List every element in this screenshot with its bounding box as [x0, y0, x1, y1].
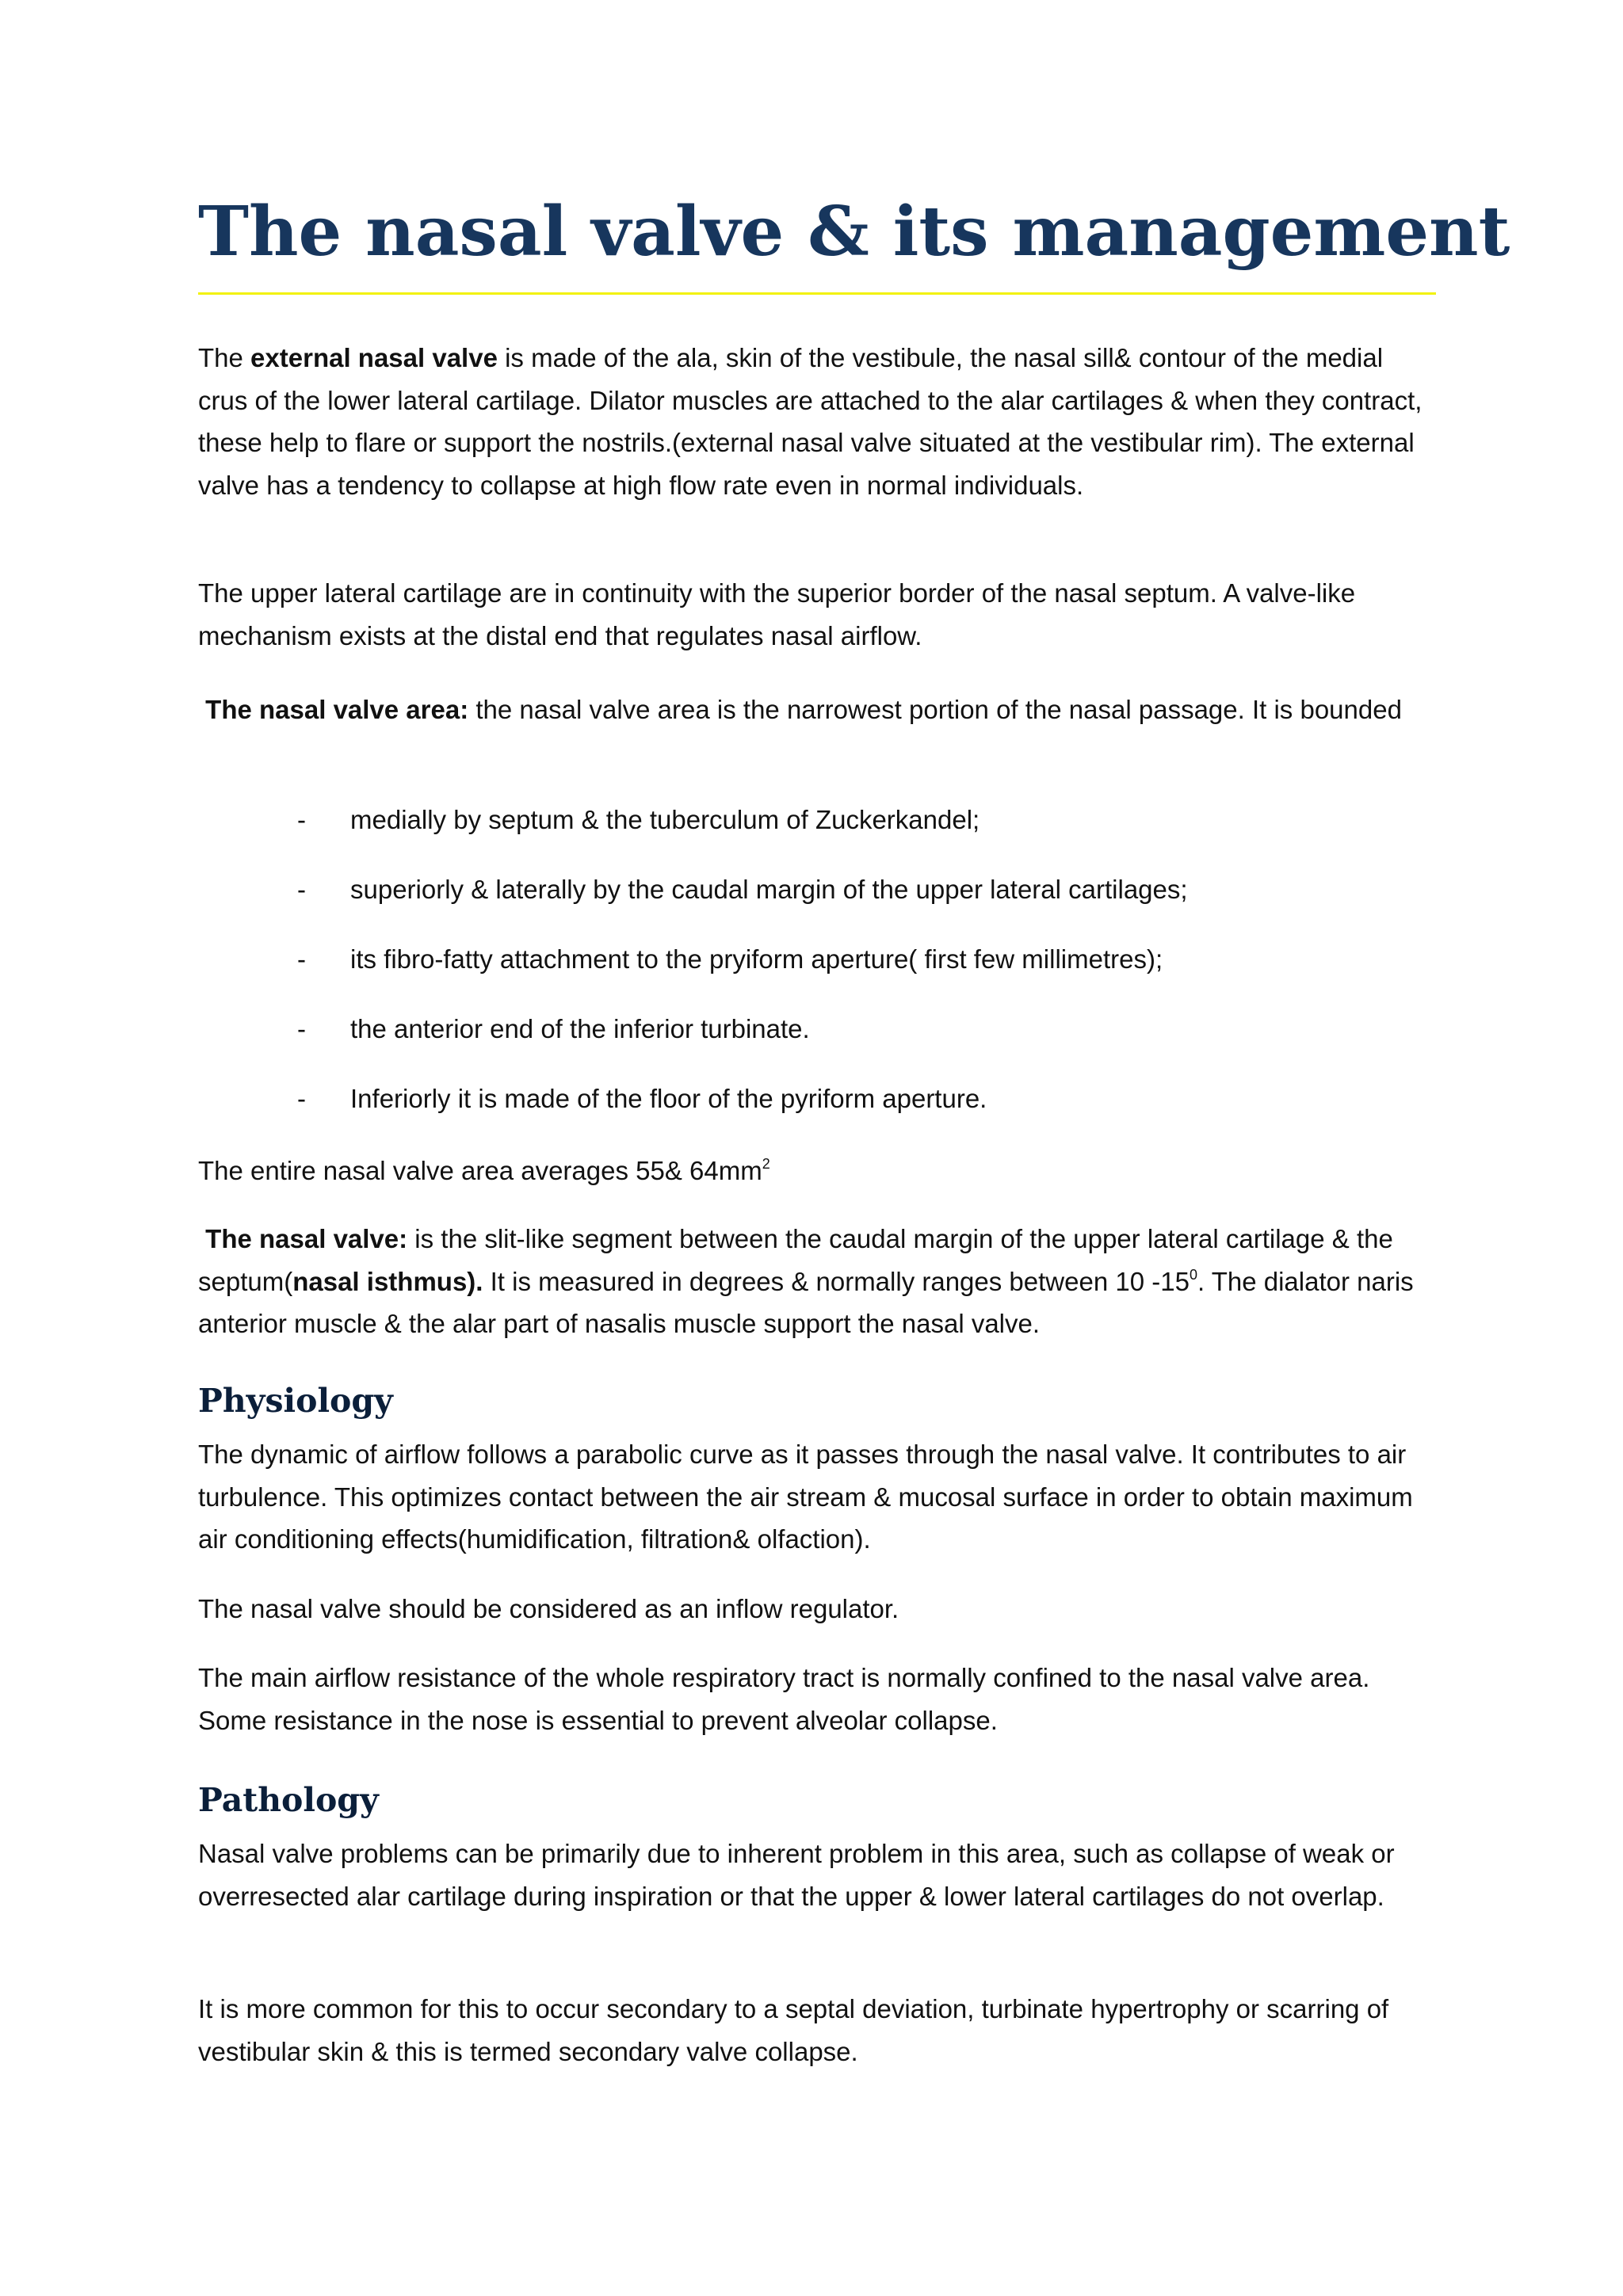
pathology-heading: Pathology: [198, 1781, 379, 1819]
physiology-paragraph-2: The nasal valve should be considered as an inflow regulator.: [198, 1594, 899, 1623]
nasal-valve-body-1: is the slit-like segment between the caudal margin of the upper lateral cartilage & the septum(: [198, 1224, 1393, 1296]
valve-area-term: The nasal valve area:: [205, 695, 469, 724]
valve-area-paragraph: [198, 688, 1434, 731]
list-item-text: Inferiorly it is made of the floor of the pyriform aperture.: [350, 1084, 987, 1113]
physiology-paragraph-3: The main airflow resistance of the whole respiratory tract is normally confined to the nasal valve area. Some resistance in the nose is essential to prevent alveolar collapse.: [198, 1663, 1370, 1735]
external-valve-paragraph: [198, 337, 1434, 506]
nasal-isthmus-term: nasal isthmus).: [292, 1266, 483, 1296]
page-title: The nasal valve & its management: [198, 192, 1510, 272]
upper-lateral-paragraph: The upper lateral cartilage are in continuity with the superior border of the nasal septum. A valve-like mechanism exists at the distal end that regulates nasal airflow.: [198, 578, 1356, 650]
list-dash: -: [297, 944, 306, 974]
list-item-text: superiorly & laterally by the caudal margin of the upper lateral cartilages;: [350, 875, 1188, 904]
list-item-text: the anterior end of the inferior turbinate.: [350, 1014, 810, 1043]
list-dash: -: [297, 875, 306, 904]
list-dash: -: [297, 805, 306, 834]
list-dash: -: [297, 1084, 306, 1113]
valve-area-body: the nasal valve area is the narrowest portion of the nasal passage. It is bounded: [468, 695, 1402, 724]
nasal-valve-body-2: It is measured in degrees & normally ranges between 10 -15: [483, 1266, 1190, 1296]
p1-lead: The: [198, 343, 251, 372]
list-dash: -: [297, 1014, 306, 1043]
valve-area-average: [198, 1150, 1434, 1192]
list-item-text: its fibro-fatty attachment to the pryiform aperture( first few millimetres);: [350, 944, 1163, 974]
degree-superscript: 0: [1189, 1266, 1197, 1283]
nasal-valve-paragraph: [198, 1218, 1434, 1345]
title-underline: [198, 292, 1436, 295]
nasal-valve-body-3: . The dialator naris anterior muscle & the alar part of nasalis muscle support the nasal valve.: [198, 1266, 1414, 1338]
pathology-paragraph-2: It is more common for this to occur secondary to a septal deviation, turbinate hypertrophy or scarring of vestibular skin & this is termed secondary valve collapse.: [198, 1994, 1389, 2066]
area-superscript: 2: [762, 1156, 770, 1172]
p1-body: is made of the ala, skin of the vestibule, the nasal sill& contour of the medial crus of the lower lateral cartilage. Dilator muscles are attached to the alar cartilages & when they contract, these help to flare or support the nostrils.(external nasal valve situated at the vestibular rim). The external valve has a tendency to collapse at high flow rate even in normal individuals.: [198, 343, 1423, 500]
physiology-heading: Physiology: [198, 1382, 393, 1420]
physiology-paragraph-1: The dynamic of airflow follows a parabolic curve as it passes through the nasal valve. It contributes to air turbulence. This optimizes contact between the air stream & mucosal surface in order to obtain maximum air conditioning effects(humidification, filtration& olfaction).: [198, 1440, 1413, 1554]
area-text: The entire nasal valve area averages 55& 64mm: [198, 1156, 762, 1185]
list-item-text: medially by septum & the tuberculum of Zuckerkandel;: [350, 805, 980, 834]
pathology-paragraph-1: Nasal valve problems can be primarily due to inherent problem in this area, such as collapse of weak or overresected alar cartilage during inspiration or that the upper & lower lateral cartilages do not overlap.: [198, 1839, 1395, 1911]
nasal-valve-term: The nasal valve:: [205, 1224, 408, 1253]
external-valve-term: external nasal valve: [250, 343, 498, 372]
